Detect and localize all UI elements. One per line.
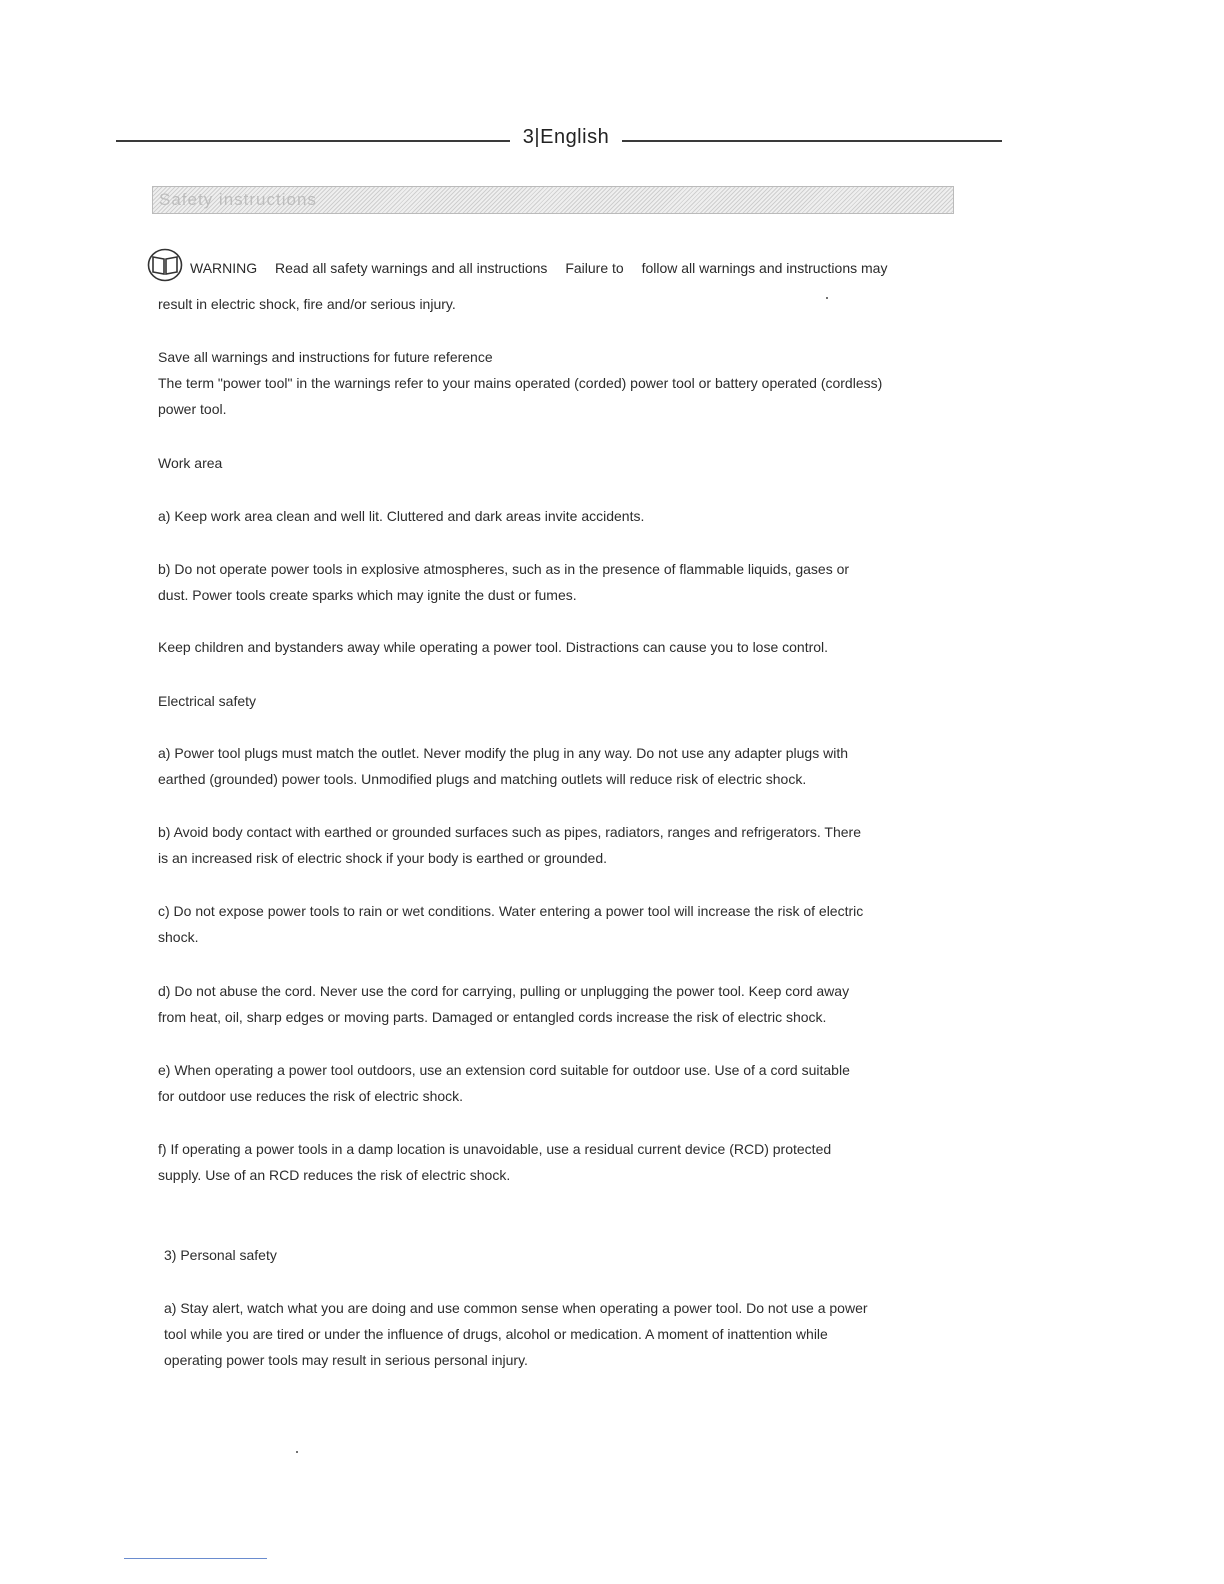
electrical-a-line-2: earthed (grounded) power tools. Unmodified plugs and matching outlets will reduce risk of electric shock. [158, 771, 807, 787]
scan-speck [826, 297, 828, 299]
work-area-item-c: Keep children and bystanders away while operating a power tool. Distractions can cause you to lose control. [158, 639, 829, 655]
electrical-e-line-2: for outdoor use reduces the risk of electric shock. [158, 1088, 464, 1104]
personal-safety-heading: 3) Personal safety [164, 1247, 277, 1263]
electrical-item-f [158, 1136, 958, 1188]
intro-paragraph [158, 344, 958, 422]
warning-text-failure: Failure to [565, 260, 624, 276]
term-definition-line-1: The term "power tool" in the warnings refer to your mains operated (corded) power tool or battery operated (cordless) [158, 375, 883, 391]
page-header [116, 126, 1002, 156]
electrical-e-line-1: e) When operating a power tool outdoors, use an extension cord suitable for outdoor use. Use of a cord suitable [158, 1062, 850, 1078]
electrical-item-b [158, 819, 958, 871]
electrical-item-a [158, 740, 958, 792]
personal-item-a [164, 1295, 964, 1373]
warning-continuation [158, 291, 958, 317]
warning-line [190, 260, 954, 276]
electrical-heading: Electrical safety [158, 693, 257, 709]
term-definition-line-2: power tool. [158, 401, 227, 417]
warning-line-2: result in electric shock, fire and/or serious injury. [158, 296, 456, 312]
electrical-c-line-1: c) Do not expose power tools to rain or wet conditions. Water entering a power tool will increase the risk of electric [158, 903, 864, 919]
electrical-item-e [158, 1057, 958, 1109]
work-area-b-line-2: dust. Power tools create sparks which may ignite the dust or fumes. [158, 587, 577, 603]
electrical-b-line-2: is an increased risk of electric shock if your body is earthed or grounded. [158, 850, 608, 866]
header-rule-right [622, 140, 1002, 142]
section-banner [152, 186, 954, 214]
footer-rule [124, 1558, 267, 1559]
electrical-item-d [158, 978, 958, 1030]
electrical-item-c [158, 898, 958, 950]
warning-label: WARNING [190, 260, 258, 276]
electrical-d-line-1: d) Do not abuse the cord. Never use the cord for carrying, pulling or unplugging the power tool. Keep cord away [158, 983, 850, 999]
warning-text-read: Read all safety warnings and all instructions [275, 260, 548, 276]
page-label: 3|English [522, 126, 610, 148]
electrical-d-line-2: from heat, oil, sharp edges or moving parts. Damaged or entangled cords increase the risk of electric shock. [158, 1009, 827, 1025]
electrical-b-line-1: b) Avoid body contact with earthed or grounded surfaces such as pipes, radiators, ranges and refrigerators. There [158, 824, 861, 840]
work-area-item-b [158, 556, 958, 608]
scan-speck [296, 1451, 298, 1453]
section-title: Safety instructions [159, 190, 317, 209]
personal-a-line-1: a) Stay alert, watch what you are doing and use common sense when operating a power tool. Do not use a power [164, 1300, 868, 1316]
electrical-c-line-2: shock. [158, 929, 199, 945]
warning-text-follow: follow all warnings and instructions may [641, 260, 888, 276]
electrical-f-line-1: f) If operating a power tools in a damp location is unavoidable, use a residual current device (RCD) protected [158, 1141, 832, 1157]
work-area-heading: Work area [158, 455, 223, 471]
electrical-a-line-1: a) Power tool plugs must match the outlet. Never modify the plug in any way. Do not use any adapter plugs with [158, 745, 848, 761]
work-area-item-a: a) Keep work area clean and well lit. Cluttered and dark areas invite accidents. [158, 508, 645, 524]
personal-a-line-3: operating power tools may result in serious personal injury. [164, 1352, 528, 1368]
manual-book-icon [147, 248, 183, 282]
work-area-b-line-1: b) Do not operate power tools in explosive atmospheres, such as in the presence of flammable liquids, gases or [158, 561, 850, 577]
electrical-f-line-2: supply. Use of an RCD reduces the risk of electric shock. [158, 1167, 511, 1183]
header-rule-left [116, 140, 510, 142]
save-instructions-text: Save all warnings and instructions for future reference [158, 349, 493, 365]
personal-a-line-2: tool while you are tired or under the influence of drugs, alcohol or medication. A moment of inattention while [164, 1326, 828, 1342]
